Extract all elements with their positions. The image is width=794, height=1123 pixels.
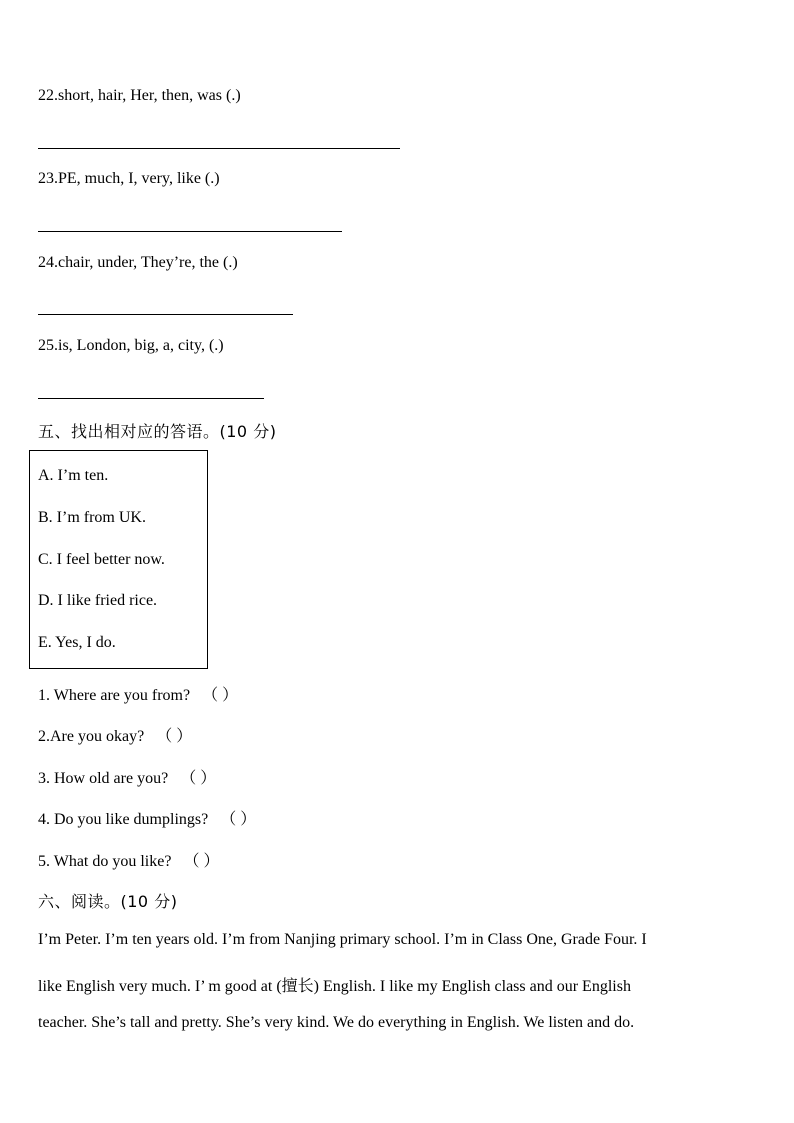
sentence-words: chair, under, They’re, the (.) xyxy=(58,254,238,271)
option-a: A. I’m ten. xyxy=(38,467,109,484)
answer-bracket[interactable]: （ ） xyxy=(202,687,239,704)
section5-title: 五、找出相对应的答语。(10 分) xyxy=(38,422,277,441)
answer-bracket[interactable]: （ ） xyxy=(183,853,220,870)
reading-line-2: like English very much. I’ m good at (擅长) English. I like my English class and our English xyxy=(38,978,631,995)
sentence-item-22 xyxy=(38,87,241,105)
section6-title: 六、阅读。(10 分) xyxy=(38,892,178,911)
answer-line-23[interactable] xyxy=(38,231,342,232)
question-text: 1. Where are you from? xyxy=(38,687,191,704)
question-text: 5. What do you like? xyxy=(38,853,172,870)
sentence-words: PE, much, I, very, like (.) xyxy=(58,170,220,187)
answer-line-22[interactable] xyxy=(38,148,400,149)
question-text: 4. Do you like dumplings? xyxy=(38,811,209,828)
sentence-item-23 xyxy=(38,170,220,188)
answer-bracket[interactable]: （ ） xyxy=(156,728,193,745)
option-d: D. I like fried rice. xyxy=(38,592,158,609)
answer-line-24[interactable] xyxy=(38,314,293,315)
question-2 xyxy=(38,723,192,746)
answer-bracket[interactable]: （ ） xyxy=(220,811,257,828)
sentence-number: 23. xyxy=(38,170,58,187)
question-1 xyxy=(38,682,238,705)
reading-line-3: teacher. She’s tall and pretty. She’s very kind. We do everything in English. We listen and do. xyxy=(38,1014,635,1031)
option-b: B. I’m from UK. xyxy=(38,509,146,526)
question-5 xyxy=(38,848,219,871)
sentence-number: 24. xyxy=(38,254,58,271)
answer-line-25[interactable] xyxy=(38,398,264,399)
option-c: C. I feel better now. xyxy=(38,551,165,568)
sentence-item-24 xyxy=(38,254,238,272)
question-text: 2.Are you okay? xyxy=(38,728,145,745)
sentence-number: 25. xyxy=(38,337,58,354)
reading-line-1: I’m Peter. I’m ten years old. I’m from Nanjing primary school. I’m in Class One, Grade Four. I xyxy=(38,931,647,948)
question-text: 3. How old are you? xyxy=(38,770,169,787)
sentence-words: short, hair, Her, then, was (.) xyxy=(58,87,241,104)
question-3 xyxy=(38,765,216,788)
sentence-number: 22. xyxy=(38,87,58,104)
sentence-item-25 xyxy=(38,337,224,355)
question-4 xyxy=(38,806,256,829)
option-e: E. Yes, I do. xyxy=(38,634,116,651)
answer-bracket[interactable]: （ ） xyxy=(180,770,217,787)
sentence-words: is, London, big, a, city, (.) xyxy=(58,337,224,354)
